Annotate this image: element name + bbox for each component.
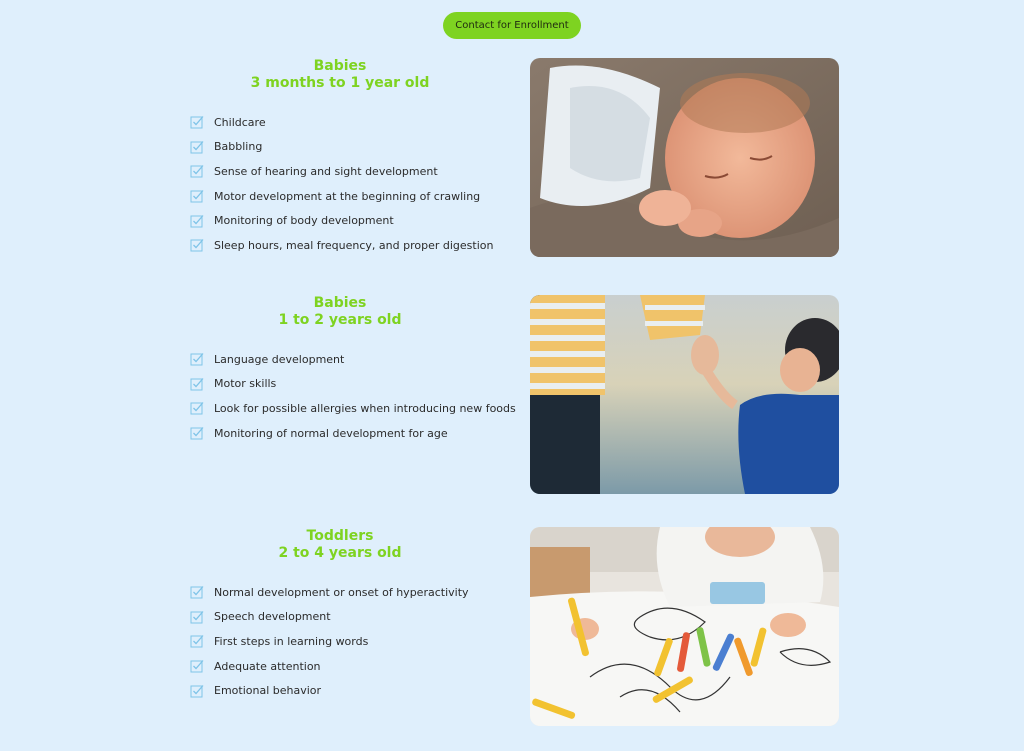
checkbox-check-icon: [190, 401, 204, 415]
contact-enrollment-button[interactable]: Contact for Enrollment: [443, 12, 581, 39]
list-item: [190, 110, 493, 135]
checkbox-check-icon: [190, 214, 204, 228]
list-item-label: Childcare: [214, 115, 266, 129]
list-item: [190, 421, 516, 446]
section-3-heading: [190, 528, 490, 562]
section-2-subtitle: 1 to 2 years old: [278, 312, 402, 328]
list-item-label: Babbling: [214, 140, 263, 154]
section-2-heading: [190, 295, 490, 329]
list-item: [190, 396, 516, 421]
list-item: [190, 580, 469, 605]
checkbox-check-icon: [190, 164, 204, 178]
list-item: [190, 159, 493, 184]
list-item-label: Sense of hearing and sight development: [214, 164, 438, 178]
checkbox-check-icon: [190, 238, 204, 252]
checkbox-check-icon: [190, 634, 204, 648]
section-1-title: Babies: [313, 58, 367, 74]
checkbox-check-icon: [190, 585, 204, 599]
list-item-label: Normal development or onset of hyperactivity: [214, 585, 469, 599]
list-item-label: Monitoring of body development: [214, 214, 394, 228]
toddler-drawing-crayons-photo: [530, 527, 839, 726]
list-item: [190, 233, 493, 258]
list-item: [190, 135, 493, 160]
section-1-heading: [190, 58, 490, 92]
sleeping-baby-photo: [530, 58, 839, 257]
checkbox-check-icon: [190, 684, 204, 698]
list-item-label: Language development: [214, 352, 345, 366]
list-item: [190, 678, 469, 703]
section-2-list: [190, 347, 516, 445]
checkbox-check-icon: [190, 610, 204, 624]
list-item-label: First steps in learning words: [214, 634, 369, 648]
list-item-label: Sleep hours, meal frequency, and proper digestion: [214, 238, 494, 252]
checkbox-check-icon: [190, 352, 204, 366]
list-item-label: Motor development at the beginning of crawling: [214, 189, 481, 203]
section-2-title: Babies: [313, 295, 367, 311]
section-1-list: [190, 110, 493, 258]
checkbox-check-icon: [190, 659, 204, 673]
list-item: [190, 654, 469, 679]
list-item: [190, 372, 516, 397]
list-item: [190, 208, 493, 233]
list-item: [190, 605, 469, 630]
list-item-label: Monitoring of normal development for age: [214, 426, 448, 440]
checkbox-check-icon: [190, 377, 204, 391]
list-item-label: Emotional behavior: [214, 684, 322, 698]
list-item: [190, 184, 493, 209]
checkbox-check-icon: [190, 189, 204, 203]
checkbox-check-icon: [190, 426, 204, 440]
section-3-list: [190, 580, 469, 703]
toddler-holding-hand-photo: [530, 295, 839, 494]
list-item-label: Speech development: [214, 610, 331, 624]
section-3-title: Toddlers: [306, 528, 374, 544]
section-1-subtitle: 3 months to 1 year old: [250, 75, 430, 91]
section-3-subtitle: 2 to 4 years old: [278, 545, 402, 561]
checkbox-check-icon: [190, 140, 204, 154]
list-item-label: Adequate attention: [214, 659, 321, 673]
list-item: [190, 629, 469, 654]
checkbox-check-icon: [190, 115, 204, 129]
list-item-label: Motor skills: [214, 377, 277, 391]
list-item: [190, 347, 516, 372]
list-item-label: Look for possible allergies when introducing new foods: [214, 401, 516, 415]
